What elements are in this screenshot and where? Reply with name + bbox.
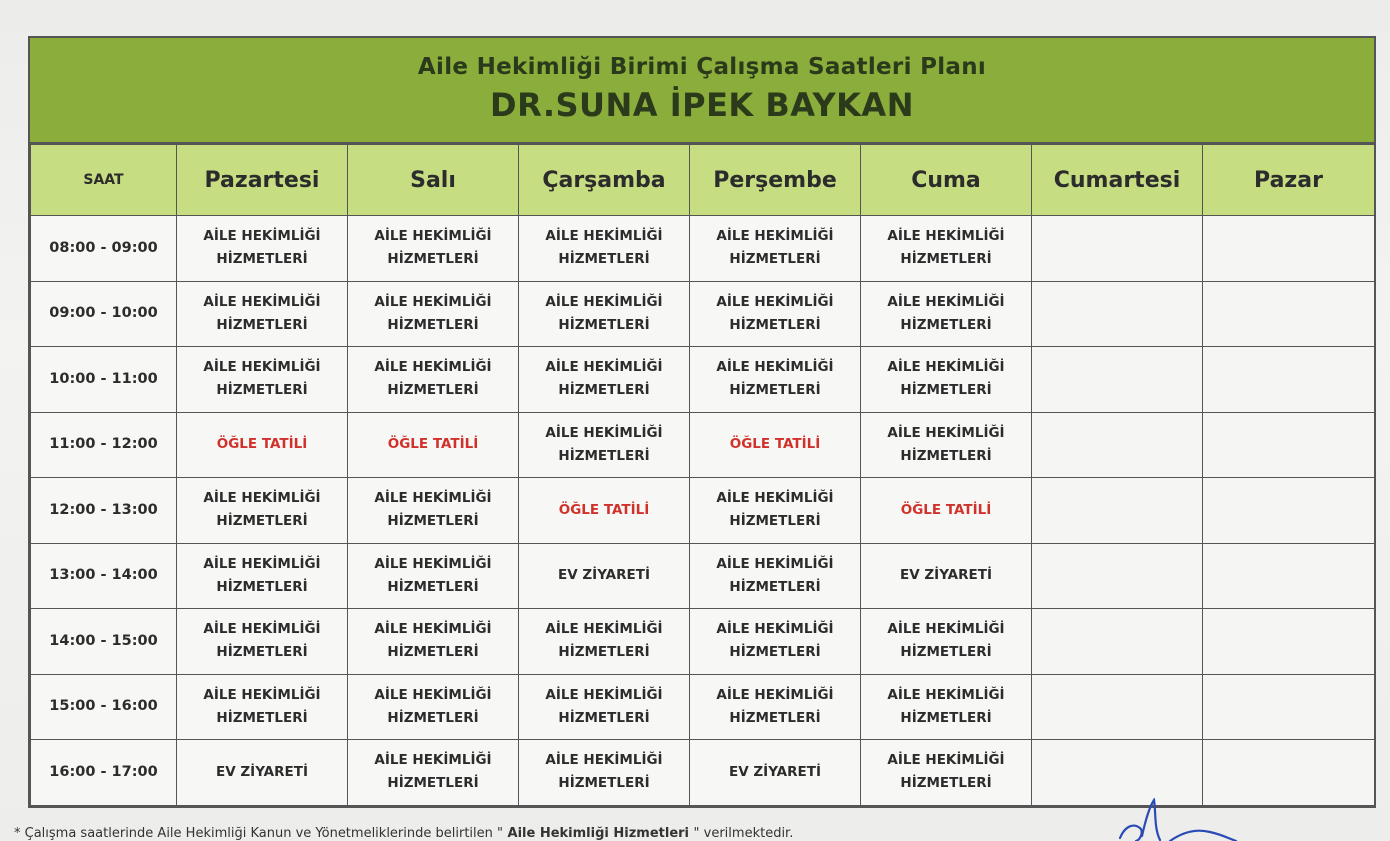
empty-cell <box>1203 347 1375 413</box>
activity-line: AİLE HEKİMLİĞİ <box>716 490 834 507</box>
activity-cell <box>861 412 1032 478</box>
activity-line: HİZMETLERİ <box>729 513 821 530</box>
activity-line: AİLE HEKİMLİĞİ <box>716 228 834 245</box>
empty-cell <box>1203 740 1375 806</box>
schedule-table <box>30 144 1375 806</box>
empty-cell <box>1032 609 1203 675</box>
activity-line: HİZMETLERİ <box>900 447 992 464</box>
activity-line: HİZMETLERİ <box>558 382 650 399</box>
activity-line: AİLE HEKİMLİĞİ <box>374 752 492 769</box>
activity-cell <box>861 609 1032 675</box>
header-day: Pazar <box>1203 145 1375 216</box>
activity-line: HİZMETLERİ <box>729 316 821 333</box>
activity-line: AİLE HEKİMLİĞİ <box>374 621 492 638</box>
activity-line: AİLE HEKİMLİĞİ <box>203 621 321 638</box>
empty-cell <box>1203 609 1375 675</box>
title-band <box>30 38 1374 144</box>
activity-cell <box>177 543 348 609</box>
activity-cell <box>519 674 690 740</box>
activity-line: AİLE HEKİMLİĞİ <box>716 621 834 638</box>
header-day: Cumartesi <box>1032 145 1203 216</box>
activity-cell: EV ZİYARETİ <box>690 740 861 806</box>
schedule-row <box>31 281 1375 347</box>
schedule-row <box>31 412 1375 478</box>
activity-cell <box>519 347 690 413</box>
activity-cell: EV ZİYARETİ <box>861 543 1032 609</box>
activity-line: AİLE HEKİMLİĞİ <box>545 359 663 376</box>
time-slot: 09:00 - 10:00 <box>31 281 177 347</box>
activity-line: HİZMETLERİ <box>387 316 479 333</box>
activity-cell <box>519 412 690 478</box>
empty-cell <box>1032 674 1203 740</box>
activity-line: HİZMETLERİ <box>216 382 308 399</box>
activity-line: AİLE HEKİMLİĞİ <box>545 424 663 441</box>
activity-line: AİLE HEKİMLİĞİ <box>887 621 1005 638</box>
activity-line: HİZMETLERİ <box>387 644 479 661</box>
activity-line: AİLE HEKİMLİĞİ <box>545 686 663 703</box>
activity-line: HİZMETLERİ <box>729 251 821 268</box>
activity-cell <box>690 281 861 347</box>
time-slot: 08:00 - 09:00 <box>31 216 177 282</box>
signature-scribble <box>1110 798 1250 841</box>
footer-note <box>14 826 793 841</box>
activity-line: AİLE HEKİMLİĞİ <box>374 228 492 245</box>
activity-line: AİLE HEKİMLİĞİ <box>374 359 492 376</box>
empty-cell <box>1203 543 1375 609</box>
activity-line: HİZMETLERİ <box>558 775 650 792</box>
schedule-row <box>31 347 1375 413</box>
activity-line: HİZMETLERİ <box>216 578 308 595</box>
header-day: Cuma <box>861 145 1032 216</box>
footer-prefix: * Çalışma saatlerinde Aile Hekimliği Kanun ve Yönetmeliklerinde belirtilen " <box>14 826 503 841</box>
activity-line: AİLE HEKİMLİĞİ <box>716 555 834 572</box>
activity-line: HİZMETLERİ <box>216 644 308 661</box>
activity-line: HİZMETLERİ <box>216 709 308 726</box>
header-day: Pazartesi <box>177 145 348 216</box>
time-slot: 12:00 - 13:00 <box>31 478 177 544</box>
activity-line: HİZMETLERİ <box>216 513 308 530</box>
activity-cell <box>348 674 519 740</box>
activity-cell <box>861 216 1032 282</box>
activity-line: AİLE HEKİMLİĞİ <box>545 621 663 638</box>
doctor-name: DR.SUNA İPEK BAYKAN <box>490 86 914 124</box>
activity-line: AİLE HEKİMLİĞİ <box>374 686 492 703</box>
activity-cell <box>177 674 348 740</box>
activity-cell <box>177 347 348 413</box>
activity-line: AİLE HEKİMLİĞİ <box>374 293 492 310</box>
activity-line: AİLE HEKİMLİĞİ <box>887 293 1005 310</box>
activity-cell <box>348 740 519 806</box>
activity-line: HİZMETLERİ <box>729 382 821 399</box>
activity-cell <box>519 609 690 675</box>
header-row <box>31 145 1375 216</box>
activity-cell <box>690 609 861 675</box>
activity-line: AİLE HEKİMLİĞİ <box>545 752 663 769</box>
activity-cell <box>519 216 690 282</box>
time-slot: 15:00 - 16:00 <box>31 674 177 740</box>
activity-line: HİZMETLERİ <box>900 251 992 268</box>
activity-cell <box>690 478 861 544</box>
activity-cell <box>861 674 1032 740</box>
activity-cell <box>348 216 519 282</box>
activity-line: HİZMETLERİ <box>900 775 992 792</box>
activity-cell: ÖĞLE TATİLİ <box>690 412 861 478</box>
time-slot: 10:00 - 11:00 <box>31 347 177 413</box>
schedule-row <box>31 478 1375 544</box>
activity-line: HİZMETLERİ <box>387 513 479 530</box>
activity-line: HİZMETLERİ <box>387 251 479 268</box>
activity-line: AİLE HEKİMLİĞİ <box>887 752 1005 769</box>
activity-line: AİLE HEKİMLİĞİ <box>203 686 321 703</box>
schedule-row <box>31 216 1375 282</box>
activity-line: AİLE HEKİMLİĞİ <box>887 228 1005 245</box>
activity-line: AİLE HEKİMLİĞİ <box>374 490 492 507</box>
header-day: Perşembe <box>690 145 861 216</box>
empty-cell <box>1203 674 1375 740</box>
activity-cell <box>690 347 861 413</box>
activity-line: HİZMETLERİ <box>729 709 821 726</box>
activity-cell <box>690 543 861 609</box>
empty-cell <box>1203 412 1375 478</box>
empty-cell <box>1032 412 1203 478</box>
empty-cell <box>1032 478 1203 544</box>
empty-cell <box>1203 281 1375 347</box>
activity-cell <box>348 478 519 544</box>
activity-line: AİLE HEKİMLİĞİ <box>203 490 321 507</box>
activity-line: AİLE HEKİMLİĞİ <box>887 424 1005 441</box>
empty-cell <box>1203 216 1375 282</box>
activity-cell <box>348 609 519 675</box>
activity-cell <box>348 281 519 347</box>
activity-line: HİZMETLERİ <box>216 251 308 268</box>
activity-cell <box>177 478 348 544</box>
activity-line: HİZMETLERİ <box>558 644 650 661</box>
footer-suffix: " verilmektedir. <box>693 826 794 841</box>
activity-line: HİZMETLERİ <box>387 709 479 726</box>
activity-cell: EV ZİYARETİ <box>519 543 690 609</box>
activity-line: HİZMETLERİ <box>900 709 992 726</box>
schedule-row <box>31 609 1375 675</box>
empty-cell <box>1032 347 1203 413</box>
footer-bold: Aile Hekimliği Hizmetleri <box>503 826 694 841</box>
activity-cell: ÖĞLE TATİLİ <box>861 478 1032 544</box>
activity-line: AİLE HEKİMLİĞİ <box>887 686 1005 703</box>
activity-line: AİLE HEKİMLİĞİ <box>374 555 492 572</box>
activity-line: HİZMETLERİ <box>900 644 992 661</box>
activity-cell <box>177 281 348 347</box>
schedule-sheet <box>28 36 1376 808</box>
activity-line: HİZMETLERİ <box>729 578 821 595</box>
activity-line: AİLE HEKİMLİĞİ <box>203 228 321 245</box>
activity-cell <box>861 347 1032 413</box>
empty-cell <box>1032 216 1203 282</box>
time-slot: 11:00 - 12:00 <box>31 412 177 478</box>
activity-cell <box>690 674 861 740</box>
schedule-row <box>31 740 1375 806</box>
activity-cell: EV ZİYARETİ <box>177 740 348 806</box>
activity-line: AİLE HEKİMLİĞİ <box>203 293 321 310</box>
activity-line: HİZMETLERİ <box>387 578 479 595</box>
activity-line: AİLE HEKİMLİĞİ <box>545 228 663 245</box>
empty-cell <box>1203 478 1375 544</box>
activity-line: AİLE HEKİMLİĞİ <box>203 359 321 376</box>
time-slot: 13:00 - 14:00 <box>31 543 177 609</box>
activity-cell: ÖĞLE TATİLİ <box>177 412 348 478</box>
activity-cell <box>861 740 1032 806</box>
activity-cell <box>861 281 1032 347</box>
activity-line: AİLE HEKİMLİĞİ <box>887 359 1005 376</box>
empty-cell <box>1032 740 1203 806</box>
empty-cell <box>1032 543 1203 609</box>
time-slot: 14:00 - 15:00 <box>31 609 177 675</box>
activity-line: AİLE HEKİMLİĞİ <box>716 359 834 376</box>
activity-line: AİLE HEKİMLİĞİ <box>203 555 321 572</box>
activity-cell <box>519 740 690 806</box>
activity-line: HİZMETLERİ <box>216 316 308 333</box>
schedule-row <box>31 543 1375 609</box>
activity-cell: ÖĞLE TATİLİ <box>348 412 519 478</box>
activity-cell: ÖĞLE TATİLİ <box>519 478 690 544</box>
activity-cell <box>519 281 690 347</box>
activity-line: HİZMETLERİ <box>900 382 992 399</box>
activity-line: HİZMETLERİ <box>387 382 479 399</box>
schedule-row <box>31 674 1375 740</box>
activity-line: AİLE HEKİMLİĞİ <box>716 293 834 310</box>
activity-cell <box>348 347 519 413</box>
empty-cell <box>1032 281 1203 347</box>
activity-line: HİZMETLERİ <box>558 447 650 464</box>
activity-line: HİZMETLERİ <box>558 709 650 726</box>
activity-line: AİLE HEKİMLİĞİ <box>716 686 834 703</box>
time-slot: 16:00 - 17:00 <box>31 740 177 806</box>
activity-line: HİZMETLERİ <box>558 316 650 333</box>
plan-title: Aile Hekimliği Birimi Çalışma Saatleri Planı <box>417 54 987 80</box>
activity-line: HİZMETLERİ <box>900 316 992 333</box>
activity-cell <box>348 543 519 609</box>
schedule-body <box>31 216 1375 806</box>
activity-line: AİLE HEKİMLİĞİ <box>545 293 663 310</box>
activity-line: HİZMETLERİ <box>387 775 479 792</box>
activity-cell <box>177 609 348 675</box>
activity-line: HİZMETLERİ <box>558 251 650 268</box>
header-day: Salı <box>348 145 519 216</box>
activity-cell <box>690 216 861 282</box>
header-day: Çarşamba <box>519 145 690 216</box>
activity-line: HİZMETLERİ <box>729 644 821 661</box>
header-saat: SAAT <box>31 145 177 216</box>
activity-cell <box>177 216 348 282</box>
